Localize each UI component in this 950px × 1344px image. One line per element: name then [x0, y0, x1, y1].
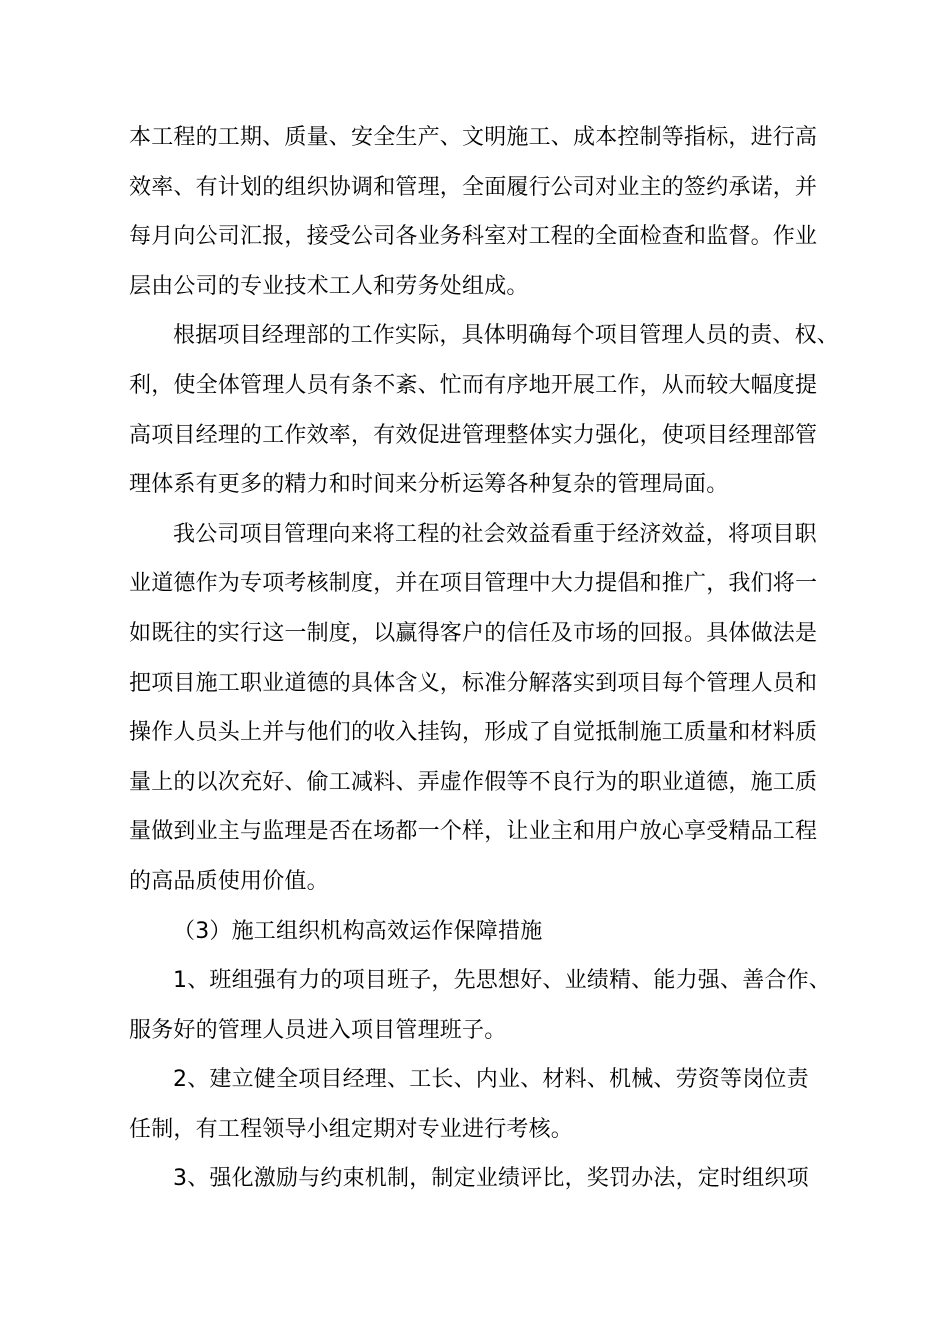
text-line: 高项目经理的工作效率，有效促进管理整体实力强化，使项目经理部管: [129, 422, 818, 448]
text-line: （3）施工组织机构高效运作保障措施: [173, 918, 543, 944]
list-item-1: [129, 956, 831, 1055]
text-line: 1、班组强有力的项目班子，先思想好、业绩精、能力强、善合作、: [173, 968, 831, 994]
paragraph-1: [129, 113, 819, 311]
text-line: 的高品质使用价值。: [129, 868, 329, 894]
text-line: 利，使全体管理人员有条不紊、忙而有序地开展工作，从而较大幅度提: [129, 372, 818, 398]
body-text: [129, 113, 840, 1204]
text-line: 层由公司的专业技术工人和劳务处组成。: [129, 273, 529, 299]
text-line: 效率、有计划的组织协调和管理，全面履行公司对业主的签约承诺，并: [129, 174, 818, 200]
text-line: 2、建立健全项目经理、工长、内业、材料、机械、劳资等岗位责: [173, 1067, 809, 1093]
text-line: 任制，有工程领导小组定期对专业进行考核。: [129, 1116, 574, 1142]
text-line: 量上的以次充好、偷工减料、弄虚作假等不良行为的职业道德，施工质: [129, 769, 818, 795]
text-line: 量做到业主与监理是否在场都一个样，让业主和用户放心享受精品工程: [129, 819, 818, 845]
text-line: 3、强化激励与约束机制，制定业绩评比，奖罚办法，定时组织项: [173, 1166, 809, 1192]
text-line: 服务好的管理人员进入项目管理班子。: [129, 1017, 507, 1043]
list-item-2: [129, 1055, 819, 1154]
text-line: 如既往的实行这一制度，以赢得客户的信任及市场的回报。具体做法是: [129, 620, 818, 646]
text-line: 操作人员头上并与他们的收入挂钩，形成了自觉抵制施工质量和材料质: [129, 720, 818, 746]
section-heading: [129, 907, 819, 957]
text-line: 本工程的工期、质量、安全生产、文明施工、成本控制等指标，进行高: [129, 125, 818, 150]
text-line: 业道德作为专项考核制度，并在项目管理中大力提倡和推广，我们将一: [129, 571, 818, 597]
text-line: 根据项目经理部的工作实际，具体明确每个项目管理人员的责、权、: [173, 323, 840, 349]
text-line: 把项目施工职业道德的具体含义，标准分解落实到项目每个管理人员和: [129, 670, 818, 696]
list-item-3: [129, 1154, 819, 1204]
text-line: 理体系有更多的精力和时间来分析运筹各种复杂的管理局面。: [129, 472, 729, 498]
text-line: 每月向公司汇报，接受公司各业务科室对工程的全面检查和监督。作业: [129, 224, 818, 250]
paragraph-2: [129, 311, 840, 509]
text-line: 我公司项目管理向来将工程的社会效益看重于经济效益，将项目职: [173, 521, 817, 547]
paragraph-3: [129, 510, 819, 907]
